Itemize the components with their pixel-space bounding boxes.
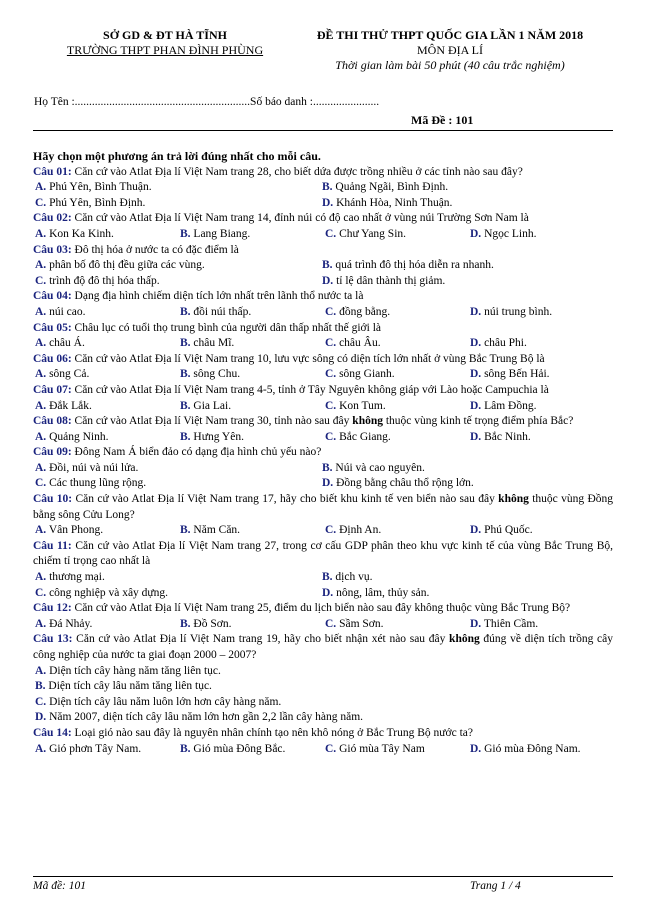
question-text: Căn cứ vào Atlat Địa lí Việt Nam trang 10, lưu vực sông có diện tích lớn nhất ở vùng Bắc Trung Bộ là [71, 352, 545, 365]
option-a[interactable]: A. Gió phơn Tây Nam. [35, 742, 142, 755]
option-row [33, 570, 613, 586]
question-number: Câu 12: [33, 602, 72, 615]
question-text: Đô thị hóa ở nước ta có đặc điểm là [71, 243, 239, 256]
question-text: Căn cứ vào Atlat Địa lí Việt Nam trang 27, trong cơ cấu GDP phân theo khu vực kinh tế của vùng Bắc Trung Bộ, chiếm tỉ trọng cao nhất là [33, 539, 613, 568]
option-d[interactable]: D. tỉ lệ dân thành thị giảm. [322, 274, 446, 287]
question-text: Loại gió nào sau đây là nguyên nhân chính tạo nên khô nóng ở Bắc Trung Bộ nước ta? [71, 726, 473, 739]
question [33, 211, 613, 227]
question-number: Câu 11: [33, 539, 72, 552]
option-c[interactable]: C. Bắc Giang. [325, 430, 391, 443]
question-number: Câu 08: [33, 415, 72, 428]
option-c[interactable]: C. Gió mùa Tây Nam [325, 742, 425, 755]
option-d[interactable]: D. Phú Quốc. [470, 524, 533, 537]
option-row [33, 461, 613, 477]
question-text: thuộc vùng Đồng bằng sông Cửu Long? [33, 493, 613, 521]
option-b[interactable]: B. Gia Lai. [180, 399, 232, 412]
option-a[interactable]: A. Vân Phong. [35, 524, 104, 537]
option-row [33, 399, 613, 415]
footer-divider [33, 876, 613, 877]
option-d[interactable]: D. Khánh Hòa, Ninh Thuận. [322, 196, 453, 209]
option-d[interactable]: D. Năm 2007, diện tích cây lâu năm lớn hơn gần 2,2 lần cây hàng năm. [35, 711, 364, 724]
option-row [33, 196, 613, 212]
option-row [33, 180, 613, 196]
question [33, 352, 613, 368]
instruction: Hãy chọn một phương án trả lời đúng nhất cho mỗi câu. [33, 149, 321, 163]
question [33, 321, 613, 337]
option-row [33, 274, 613, 290]
option-d[interactable]: D. sông Bến Hải. [470, 368, 550, 381]
question [33, 539, 613, 570]
option-c[interactable]: C. đồng bằng. [325, 305, 391, 318]
option-d[interactable]: D. Thiên Cầm. [470, 617, 539, 630]
option-row [33, 227, 613, 243]
question-list [33, 149, 613, 757]
question-text: Căn cứ vào Atlat Địa lí Việt Nam trang 25, điểm du lịch biển nào sau đây không thuộc vùng Bắc Trung Bộ? [71, 602, 571, 615]
option-b[interactable]: B. Gió mùa Đông Bắc. [180, 742, 286, 755]
option-d[interactable]: D. Bắc Ninh. [470, 430, 531, 443]
option-row [33, 742, 613, 758]
option-a[interactable]: A. núi cao. [35, 305, 86, 318]
question-text: Căn cứ vào Atlat Địa lí Việt Nam trang 28, cho biết dứa được trồng nhiều ở các tỉnh nào sau đây? [71, 165, 523, 178]
question-number: Câu 04: [33, 290, 72, 303]
exam-code: Mã Đề : 101 [411, 113, 474, 127]
option-a[interactable]: A. Đắk Lắk. [35, 399, 92, 412]
question-number: Câu 05: [33, 321, 72, 334]
option-b[interactable]: B. Lang Biang. [180, 227, 251, 240]
question-number: Câu 10: [33, 493, 73, 506]
exam-duration: Thời gian làm bài 50 phút (40 câu trắc nghiệm) [335, 58, 565, 72]
option-row [33, 367, 613, 383]
question-number: Câu 07: [33, 383, 72, 396]
question [33, 492, 613, 523]
option-b[interactable]: B. đồi núi thấp. [180, 305, 252, 318]
option-b[interactable]: B. sông Chu. [180, 368, 241, 381]
question-number: Câu 13: [33, 633, 73, 646]
question-text: Căn cứ vào Atlat Địa lí Việt Nam trang 17, hãy cho biết khu kinh tế ven biển nào sau đây [72, 493, 499, 506]
question [33, 632, 613, 663]
question-number: Câu 02: [33, 212, 72, 225]
question-text: Căn cứ vào Atlat Địa lí Việt Nam trang 14, đỉnh núi có độ cao nhất ở vùng núi Trường Sơn Nam là [71, 212, 529, 225]
option-a[interactable]: A. Đồi, núi và núi lửa. [35, 461, 139, 474]
option-row [33, 430, 613, 446]
question [33, 243, 613, 259]
department-name: SỞ GD & ĐT HÀ TĨNH [103, 28, 227, 42]
header-left [40, 28, 290, 58]
option-d[interactable]: D. núi trung bình. [470, 305, 553, 318]
option-b[interactable]: B. Diện tích cây lâu năm tăng liên tục. [35, 680, 212, 693]
question [33, 445, 613, 461]
option-c[interactable]: C. Diện tích cây lâu năm luôn lớn hơn cây hàng năm. [35, 695, 282, 708]
question-text: đúng về diện tích trồng cây công nghiệp của nước ta giai đoạn 2000 – 2007? [33, 633, 613, 661]
question-emphasis: không [449, 633, 480, 646]
option-d[interactable]: D. châu Phi. [470, 337, 527, 350]
option-row [33, 476, 613, 492]
option-row [33, 617, 613, 633]
question-number: Câu 03: [33, 243, 72, 256]
option-d[interactable]: D. Lâm Đồng. [470, 399, 537, 412]
option-b[interactable]: B. Đồ Sơn. [180, 617, 232, 630]
option-d[interactable]: D. Đồng bằng châu thổ rộng lớn. [322, 477, 474, 490]
question-emphasis: không [352, 415, 383, 428]
option-b[interactable]: B. châu Mĩ. [180, 337, 235, 350]
footer-page-number: Trang 1 / 4 [470, 880, 521, 892]
question [33, 726, 613, 742]
option-b[interactable]: B. quá trình đô thị hóa diễn ra nhanh. [322, 259, 494, 272]
option-d[interactable]: D. Ngọc Linh. [470, 227, 537, 240]
footer-exam-code: Mã đề: 101 [33, 880, 87, 892]
question-emphasis: không [498, 493, 529, 506]
option-c[interactable]: C. trình độ đô thị hóa thấp. [35, 274, 160, 287]
question [33, 383, 613, 399]
option-c[interactable]: C. Sầm Sơn. [325, 617, 384, 630]
option-d[interactable]: D. nông, lâm, thủy sản. [322, 586, 430, 599]
option-a[interactable]: A. Quảng Ninh. [35, 430, 109, 443]
option-row [33, 258, 613, 274]
option-row [33, 586, 613, 602]
question-number: Câu 01: [33, 165, 72, 178]
option-a[interactable]: A. Kon Ka Kinh. [35, 227, 114, 240]
option-c[interactable]: C. công nghiệp và xây dựng. [35, 586, 169, 599]
question [33, 289, 613, 305]
option-c[interactable]: C. Kon Tum. [325, 399, 386, 412]
option-b[interactable]: B. Năm Căn. [180, 524, 241, 537]
option-b[interactable]: B. dịch vụ. [322, 571, 373, 584]
student-name-line: Họ Tên :.............................................................Số báo danh :....................... [34, 96, 380, 108]
option-c[interactable]: C. Phú Yên, Bình Định. [35, 196, 146, 209]
question [33, 414, 613, 430]
question-text: Dạng địa hình chiếm diện tích lớn nhất trên lãnh thổ nước ta là [71, 290, 364, 303]
question-number: Câu 09: [33, 446, 72, 459]
option-b[interactable]: B. Núi và cao nguyên. [322, 461, 425, 474]
question-text: Căn cứ vào Atlat Địa lí Việt Nam trang 19, hãy cho biết nhận xét nào sau đây [72, 633, 450, 646]
option-d[interactable]: D. Gió mùa Đông Nam. [470, 742, 581, 755]
question-number: Câu 14: [33, 726, 72, 739]
option-c[interactable]: C. Định An. [325, 524, 382, 537]
option-a[interactable]: A. Phú Yên, Bình Thuận. [35, 181, 152, 194]
option-row [33, 523, 613, 539]
header-divider [33, 130, 613, 131]
exam-title: ĐỀ THI THỬ THPT QUỐC GIA LẦN 1 NĂM 2018 [316, 28, 584, 42]
option-b[interactable]: B. Hưng Yên. [180, 430, 244, 443]
subject-title: MÔN ĐỊA LÍ [417, 43, 483, 57]
option-a[interactable]: A. Diện tích cây hàng năm tăng liên tục. [35, 664, 221, 677]
option-row [33, 336, 613, 352]
option-c[interactable]: C. Chư Yang Sin. [325, 227, 407, 240]
question-text: Châu lục có tuổi thọ trung bình của người dân thấp nhất thế giới là [71, 321, 382, 334]
option-b[interactable]: B. Quảng Ngãi, Bình Định. [322, 181, 449, 194]
question-number: Câu 06: [33, 352, 72, 365]
option-row [33, 305, 613, 321]
header-right [290, 28, 610, 73]
question-text: Căn cứ vào Atlat Địa lí Việt Nam trang 4-5, tỉnh ở Tây Nguyên không giáp với Lào hoặc Campuchia là [71, 383, 549, 396]
option-a[interactable]: A. phân bố đô thị đều giữa các vùng. [35, 259, 205, 272]
question-text: Đông Nam Á biển đảo có dạng địa hình chủ yếu nào? [71, 446, 322, 459]
option-a[interactable]: A. sông Cả. [35, 368, 90, 381]
question-text: Căn cứ vào Atlat Địa lí Việt Nam trang 30, tỉnh nào sau đây [71, 415, 353, 428]
option-c[interactable]: C. Các thung lũng rộng. [35, 477, 147, 490]
option-a[interactable]: A. châu Á. [35, 337, 85, 350]
question-text: thuộc vùng kinh tế trọng điểm phía Bắc? [382, 415, 574, 428]
question [33, 601, 613, 617]
school-name: TRƯỜNG THPT PHAN ĐÌNH PHÙNG [66, 43, 264, 57]
option-c[interactable]: C. châu Âu. [325, 337, 381, 350]
question [33, 165, 613, 181]
option-c[interactable]: C. sông Gianh. [325, 368, 395, 381]
option-a[interactable]: A. Đá Nhảy. [35, 617, 93, 630]
option-a[interactable]: A. thương mại. [35, 571, 105, 584]
